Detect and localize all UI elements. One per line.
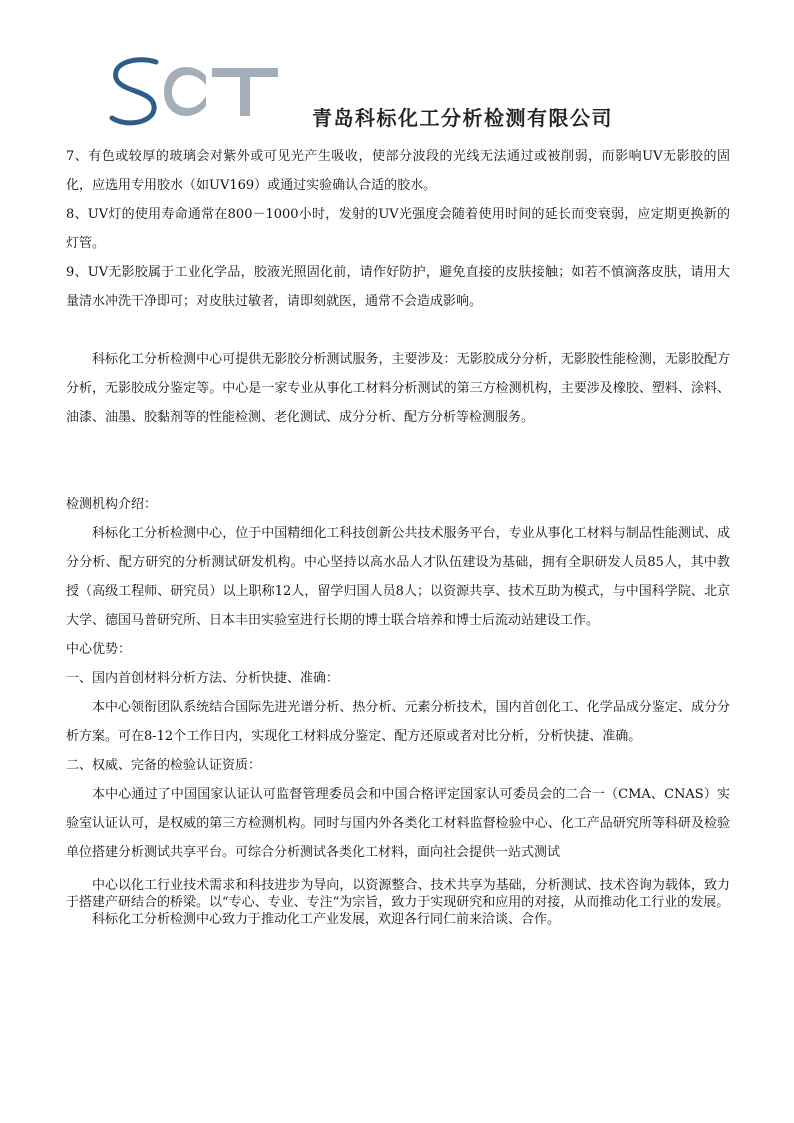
advantage2-title: 二、权威、完备的检验认证资质：: [66, 758, 262, 773]
note-9: 9、UV无影胶属于工业化学品，胶液光照固化前，请作好防护，避免直接的皮肤接触；如若不慎滴落皮肤，请用大量清水冲洗干净即可；对皮肤过敏者，请即刻就医，通常不会造成影响。: [66, 265, 730, 309]
company-name: 青岛科标化工分析检测有限公司: [312, 106, 613, 130]
org-heading: 检测机构介绍：: [66, 497, 158, 512]
page-header: [108, 52, 708, 132]
note-7: 7、有色或较厚的玻璃会对紫外或可见光产生吸收，使部分波段的光线无法通过或被削弱，而影响UV无影胶的固化，应选用专用胶水（如UV169）或通过实验确认合适的胶水。: [66, 149, 730, 193]
mission-block: [66, 877, 730, 928]
note-8: 8、UV灯的使用寿命通常在800－1000小时，发射的UV光强度会随着使用时间的延长而变衰弱，应定期更换新的灯管。: [66, 207, 730, 251]
document-body: [66, 142, 730, 928]
sct-logo: [108, 52, 288, 132]
org-intro: 科标化工分析检测中心，位于中国精细化工科技创新公共技术服务平台，专业从事化工材料与制品性能测试、成分分析、配方研究的分析测试研发机构。中心坚持以高水品人才队伍建设为基础，拥有全职研发人员85人，其中教授（高级工程师、研究员）以上职称12人，留学归国人员8人；以资源共享、技术互助为模式，与中国科学院、北京大学、德国马普研究所、日本丰田实验室进行长期的博士联合培养和博士后流动站建设工作。: [66, 526, 730, 628]
advantage1-body: 本中心领衔团队系统结合国际先进光谱分析、热分析、元素分析技术，国内首创化工、化学品成分鉴定、成分分析方案。可在8-12个工作日内，实现化工材料成分鉴定、配方还原或者对比分析，分析快捷、准确。: [66, 700, 730, 744]
service-intro: 科标化工分析检测中心可提供无影胶分析测试服务，主要涉及：无影胶成分分析，无影胶性能检测，无影胶配方分析，无影胶成分鉴定等。中心是一家专业从事化工材料分析测试的第三方检测机构，主要涉及橡胶、塑料、涂料、油漆、油墨、胶黏剂等的性能检测、老化测试、成分分析、配方分析等检测服务。: [66, 352, 730, 425]
advantage2-body: 本中心通过了中国国家认证认可监督管理委员会和中国合格评定国家认可委员会的二合一（CMA、CNAS）实验室认证认可，是权威的第三方检测机构。同时与国内外各类化工材料监督检验中心、化工产品研究所等科研及检验单位搭建分析测试共享平台。可综合分析测试各类化工材料，面向社会提供一站式测试: [66, 787, 730, 860]
advantage1-title: 一、国内首创材料分析方法、分析快捷、准确：: [66, 671, 340, 686]
advantages-heading: 中心优势：: [66, 642, 132, 657]
mission: 中心以化工行业技术需求和科技进步为导向，以资源整合、技术共享为基础，分析测试、技术咨询为载体，致力于搭建产研结合的桥梁。以“专心、专业、专注“为宗旨，致力于实现研究和应用的对接，从而推动化工行业的发展。: [66, 878, 730, 910]
closing: 科标化工分析检测中心致力于推动化工产业发展，欢迎各行同仁前来洽谈、合作。: [92, 912, 561, 927]
